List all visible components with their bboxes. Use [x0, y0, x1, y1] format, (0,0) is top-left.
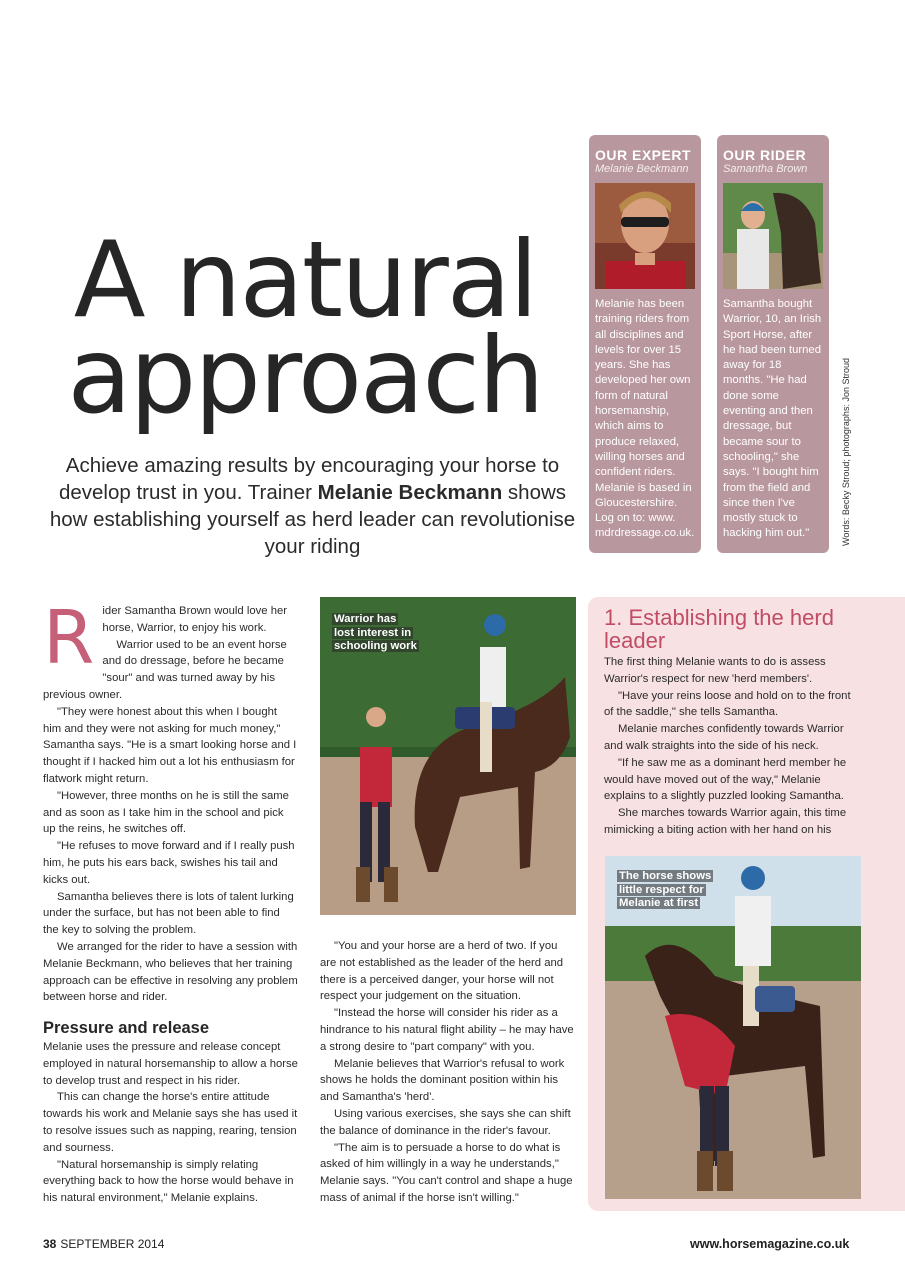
- page-number: 38: [43, 1237, 57, 1251]
- caption-line: schooling work: [334, 640, 417, 652]
- expert-bio: Melanie has been training riders from all disciplines and levels for over 15 years. She has developed her own form of natural horsemanship, which aims to produce relaxed, willing horses and confident riders. Melanie is based in Gloucestershire. Log on to: www. mdrdressage.co.uk.: [595, 298, 695, 540]
- paragraph: Warrior used to be an event horse and do dressage, before he became "sour" and was turned away by his previous owner.: [43, 638, 287, 701]
- paragraph: She marches towards Warrior again, this time mimicking a biting action with her hand on his: [604, 807, 847, 836]
- title-line-1: A natural: [73, 219, 537, 341]
- caption-line: Warrior has: [334, 613, 397, 625]
- expert-photo: [595, 183, 695, 289]
- paragraph: ider Samantha Brown would love her horse, Warrior, to enjoy his work.: [102, 605, 288, 634]
- paragraph: "He refuses to move forward and if I really push him, he puts his ears back, swishes his tail and kicks out.: [43, 840, 295, 886]
- caption-line: The horse shows: [619, 870, 712, 882]
- body-column-1: [43, 595, 298, 1207]
- photo-credit: [838, 350, 854, 555]
- expert-box: [589, 135, 701, 553]
- paragraph: The first thing Melanie wants to do is assess Warrior's respect for new 'herd members'.: [604, 656, 826, 685]
- subheading-pressure-release: Pressure and release: [43, 1019, 210, 1038]
- expert-name: Melanie Beckmann: [595, 163, 689, 175]
- step-panel-heading: 1. Establishing the herd leader: [604, 605, 834, 653]
- paragraph: "If he saw me as a dominant herd member he would have moved out of the way," Melanie explains to a slightly puzzled looking Samantha.: [604, 756, 847, 803]
- paragraph: "You and your horse are a herd of two. If you are not established as the leader of the herd and there is a perceived danger, your horse will not respect your judgement on the situation.: [320, 940, 564, 1003]
- rider-box: [717, 135, 829, 553]
- paragraph: "The aim is to persuade a horse to do what is asked of him willingly in a way he understands," Melanie says. "You can't control and shape a huge mass of animal if the horse isn't willing.": [320, 1141, 573, 1204]
- photo2-caption: [617, 870, 737, 911]
- caption-line: Melanie at first: [619, 897, 699, 909]
- paragraph: This can change the horse's entire attitude towards his work and Melanie says she has used it to resolve issues such as napping, rearing, tension and sourness.: [43, 1091, 298, 1154]
- rider-name: Samantha Brown: [723, 163, 808, 175]
- paragraph: Melanie believes that Warrior's refusal to work shows he holds the dominant position within his and Samantha's 'herd'.: [320, 1057, 565, 1104]
- title-line-2: approach: [67, 315, 543, 437]
- paragraph: "They were honest about this when I bought him and they were not asking for much money," Samantha says. "He is a smart looking horse and I thought if I hacked him out a lot his enthusiasm for flatwork might return.: [43, 705, 297, 785]
- paragraph: Melanie uses the pressure and release concept employed in natural horsemanship to allow a horse to develop trust and respect in his rider.: [43, 1040, 298, 1087]
- paragraph: We arranged for the rider to have a session with Melanie Beckmann, who believes that her training approach can be effective in resolving any problem between horse and rider.: [43, 940, 298, 1004]
- standfirst-tail: shows how establishing yourself as herd leader can revolutionise your riding: [49, 481, 576, 558]
- standfirst: [40, 452, 585, 560]
- photo1-caption: [332, 613, 452, 654]
- photo-credit-text: Words: Becky Stroud; photographs: Jon Stroud: [841, 358, 851, 546]
- standfirst-lead: Achieve amazing results by encouraging your horse to develop trust in you. Trainer: [58, 454, 560, 504]
- step-panel-text: [604, 654, 859, 839]
- paragraph: "However, three months on he is still the same and as soon as I take him in the school and pick up the reins, he switches off.: [43, 789, 289, 836]
- caption-line: little respect for: [619, 883, 704, 896]
- article-title: [0, 219, 610, 437]
- expert-heading: OUR EXPERT: [595, 147, 692, 163]
- rider-photo: [723, 183, 823, 289]
- paragraph: "Instead the horse will consider his rider as a hindrance to his natural flight ability – he may have a strong desire to "part company" with you.: [320, 1007, 574, 1053]
- rider-bio: Samantha bought Warrior, 10, an Irish Sport Horse, after he had been turned away for 18 months. "He had done some eventing and then dressage, but became sour to schooling," she says. "I bought him from the field and since then I've mostly stuck to hacking him out.": [723, 298, 822, 540]
- rider-heading: OUR RIDER: [723, 147, 807, 163]
- caption-line: lost interest in: [334, 626, 412, 639]
- paragraph: "Natural horsemanship is simply relating everything back to how the horse would behave in his natural environment," Melanie explains.: [43, 1158, 294, 1205]
- footer-folio: [43, 1237, 164, 1251]
- drop-cap: R: [43, 595, 95, 681]
- paragraph: Samantha believes there is lots of talent lurking under the surface, but has not been able to find the key to solving the problem.: [43, 890, 294, 937]
- body-column-2: [320, 938, 576, 1207]
- paragraph: Melanie marches confidently towards Warrior and walk straights into the side of his neck.: [604, 723, 844, 752]
- paragraph: Using various exercises, she says she can shift the balance of dominance in the rider's favour.: [320, 1107, 571, 1137]
- standfirst-trainer-name: Melanie Beckmann: [317, 481, 503, 504]
- paragraph: "Have your reins loose and hold on to the front of the saddle," she tells Samantha.: [604, 689, 851, 719]
- footer-url: www.horsemagazine.co.uk: [690, 1237, 850, 1251]
- issue-date: SEPTEMBER 2014: [60, 1237, 165, 1251]
